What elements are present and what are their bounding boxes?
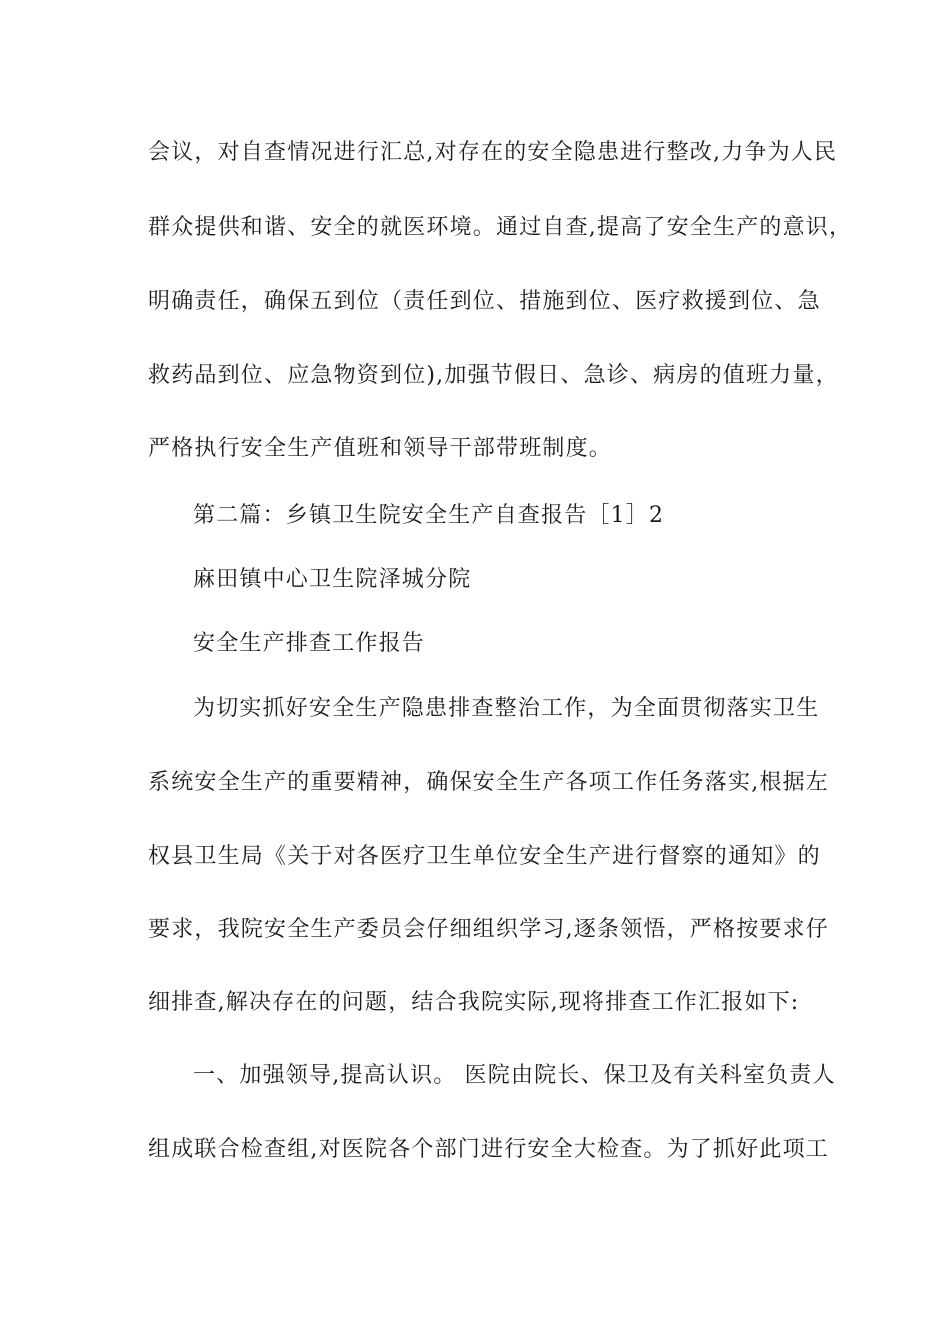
- organization-name: 麻田镇中心卫生院泽城分院: [193, 567, 472, 592]
- text-line: 一、加强领导,提高认识。 医院由院长、保卫及有关科室负责人: [193, 1063, 836, 1088]
- text-line: 明确责任，确保五到位（责任到位、措施到位、医疗救援到位、急: [148, 289, 821, 314]
- text-line: 组成联合检查组,对医院各个部门进行安全大检查。为了抓好此项工: [148, 1137, 829, 1162]
- text-line: 细排查,解决存在的问题，结合我院实际,现将排查工作汇报如下:: [148, 990, 800, 1015]
- text-line: 权县卫生局《关于对各医疗卫生单位安全生产进行督察的通知》的: [148, 844, 821, 869]
- text-line: 群众提供和谐、安全的就医环境。通过自查,提高了安全生产的意识，: [148, 215, 853, 240]
- text-line: 救药品到位、应急物资到位),加强节假日、急诊、病房的值班力量，: [148, 363, 839, 388]
- text-line: 要求，我院安全生产委员会仔细组织学习,逐条领悟，严格按要求仔: [148, 917, 829, 942]
- text-line: 会议，对自查情况进行汇总,对存在的安全隐患进行整改,力争为人民: [148, 140, 838, 165]
- text-line: 为切实抓好安全生产隐患排查整治工作，为全面贯彻落实卫生: [193, 696, 820, 721]
- section-heading: 第二篇：乡镇卫生院安全生产自查报告［1］2: [193, 503, 665, 528]
- text-line: 系统安全生产的重要精神，确保安全生产各项工作任务落实,根据左: [148, 770, 829, 795]
- text-line: 严格执行安全生产值班和领导干部带班制度。: [148, 436, 613, 461]
- report-title: 安全生产排查工作报告: [193, 631, 426, 656]
